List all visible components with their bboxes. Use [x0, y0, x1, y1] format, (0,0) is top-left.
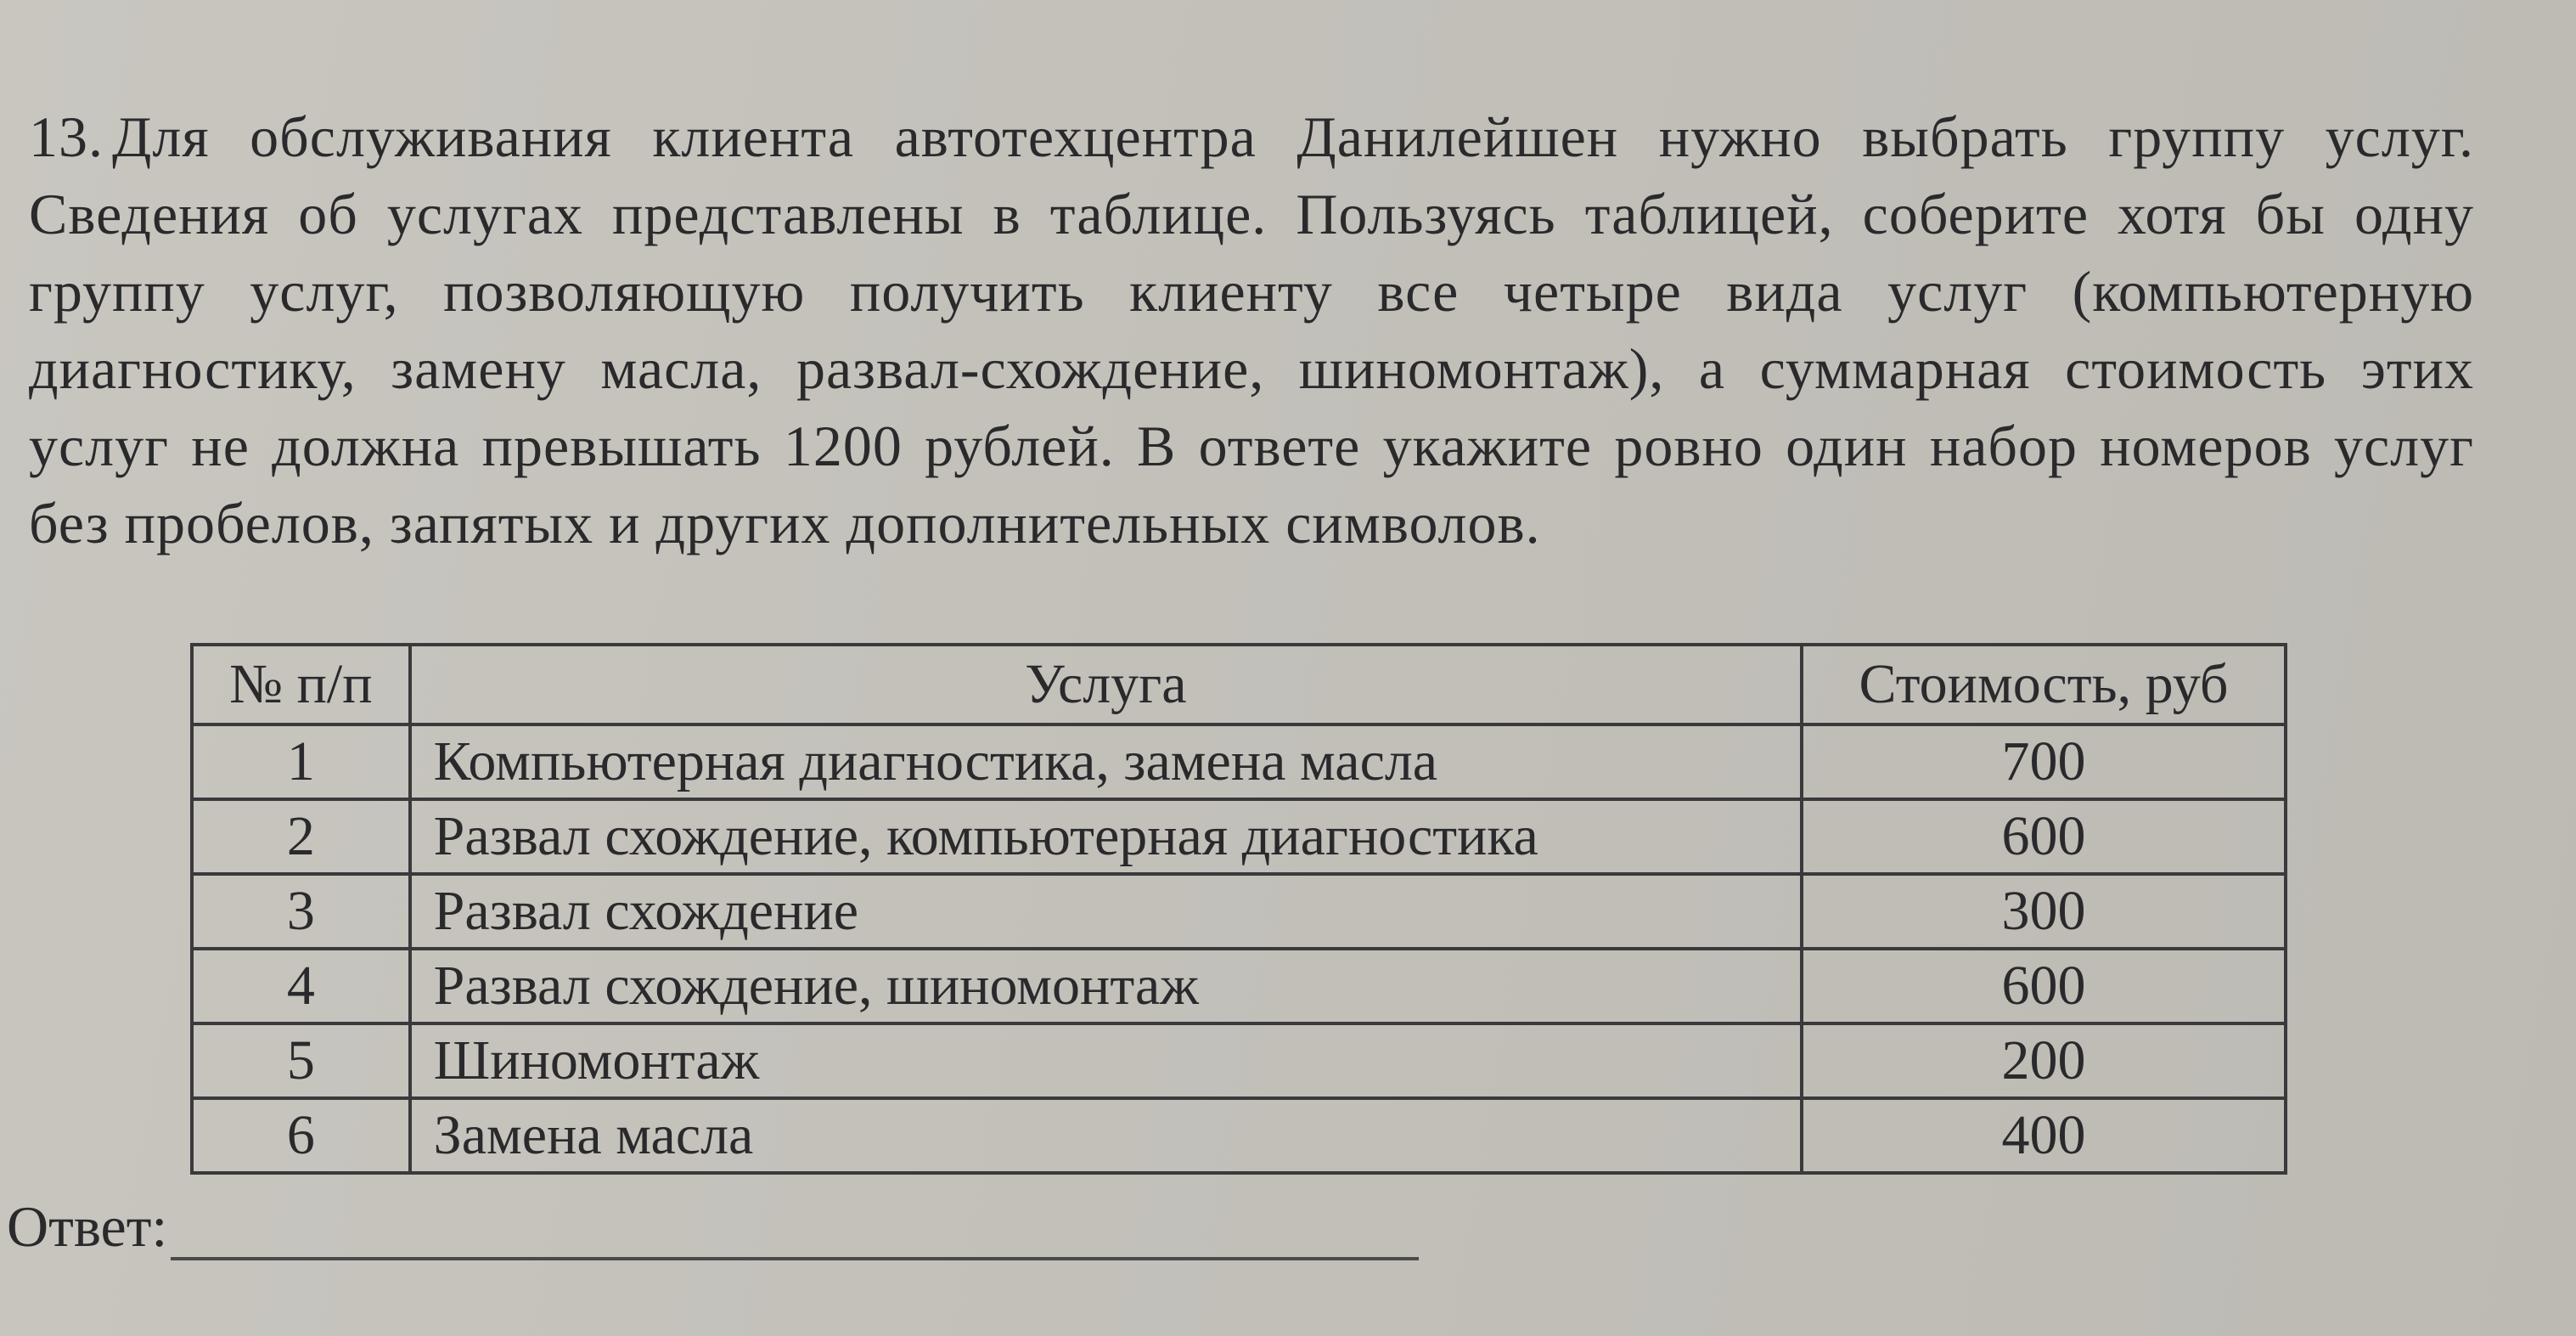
table-row [192, 1023, 2286, 1098]
row-number: 2 [192, 799, 410, 874]
row-cost: 600 [1802, 949, 2286, 1023]
problem-text-block [29, 99, 2474, 562]
row-number: 1 [192, 724, 410, 799]
row-cost: 700 [1802, 724, 2286, 799]
header-cost: Стоимость, руб [1802, 645, 2286, 724]
header-service: Услуга [410, 645, 1802, 724]
row-number: 6 [192, 1098, 410, 1173]
row-number: 3 [192, 874, 410, 949]
row-service: Развал схождение [410, 874, 1802, 949]
row-service: Замена масла [410, 1098, 1802, 1173]
services-table [190, 643, 2287, 1175]
answer-area [7, 1193, 1419, 1260]
problem-statement: Для обслуживания клиента автотехцентра Данилейшен нужно выбрать группу услуг. Сведения об услугах представлены в таблице. Пользуясь таблицей, соберите хотя бы одну группу услуг, позволяющую получить клиенту все четыре вида услуг (компьютерную диагностику, замену масла, развал-схождение, шиномонтаж), а суммарная стоимость этих услуг не должна превышать 1200 рублей. В ответе укажите ровно один набор номеров услуг без пробелов, запятых и других дополнительных символов. [29, 104, 2474, 555]
header-number: № п/п [192, 645, 410, 724]
row-cost: 400 [1802, 1098, 2286, 1173]
table-header-row [192, 645, 2286, 724]
table-row [192, 1098, 2286, 1173]
row-service: Шиномонтаж [410, 1023, 1802, 1098]
row-cost: 300 [1802, 874, 2286, 949]
row-cost: 200 [1802, 1023, 2286, 1098]
row-cost: 600 [1802, 799, 2286, 874]
row-service: Развал схождение, шиномонтаж [410, 949, 1802, 1023]
table-row [192, 724, 2286, 799]
row-service: Развал схождение, компьютерная диагностика [410, 799, 1802, 874]
row-number: 4 [192, 949, 410, 1023]
table-row [192, 874, 2286, 949]
answer-label: Ответ: [7, 1194, 168, 1259]
row-number: 5 [192, 1023, 410, 1098]
answer-field[interactable] [171, 1198, 1419, 1260]
table-row [192, 799, 2286, 874]
table-row [192, 949, 2286, 1023]
row-service: Компьютерная диагностика, замена масла [410, 724, 1802, 799]
problem-number: 13. [29, 104, 104, 169]
